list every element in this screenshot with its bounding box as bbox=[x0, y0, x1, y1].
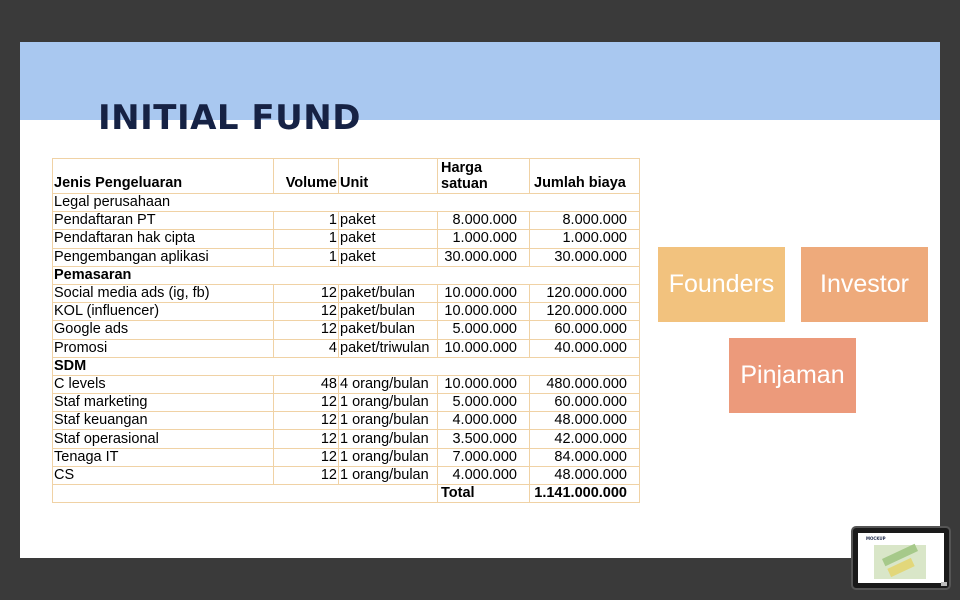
header-price-line2: satuan bbox=[441, 176, 488, 192]
cell-total: 42.000.000 bbox=[530, 430, 640, 448]
cell-total: 40.000.000 bbox=[530, 339, 640, 357]
cell-unit: paket/bulan bbox=[339, 303, 438, 321]
cell-price: 4.000.000 bbox=[438, 466, 530, 484]
cell-total: 8.000.000 bbox=[530, 212, 640, 230]
table-section-row bbox=[53, 266, 640, 284]
cell-total: 60.000.000 bbox=[530, 394, 640, 412]
cell-name: CS bbox=[53, 466, 274, 484]
cell-price: 10.000.000 bbox=[438, 339, 530, 357]
thumbnail-image bbox=[874, 545, 926, 579]
table-row bbox=[53, 412, 640, 430]
header-price bbox=[438, 159, 530, 194]
cell-unit: paket/bulan bbox=[339, 321, 438, 339]
cell-unit: paket bbox=[339, 248, 438, 266]
cell-volume: 12 bbox=[274, 448, 339, 466]
slide-title: INITIAL FUND bbox=[98, 98, 361, 138]
cell-price: 4.000.000 bbox=[438, 412, 530, 430]
cell-price: 30.000.000 bbox=[438, 248, 530, 266]
cell-unit: 4 orang/bulan bbox=[339, 375, 438, 393]
section-label: SDM bbox=[53, 357, 640, 375]
cell-price: 1.000.000 bbox=[438, 230, 530, 248]
slide bbox=[20, 42, 940, 558]
cell-total: 120.000.000 bbox=[530, 303, 640, 321]
cell-name: Promosi bbox=[53, 339, 274, 357]
cell-price: 10.000.000 bbox=[438, 375, 530, 393]
cell-name: Pendaftaran hak cipta bbox=[53, 230, 274, 248]
founders-box: Founders bbox=[658, 247, 785, 322]
cell-name: Staf keuangan bbox=[53, 412, 274, 430]
cell-unit: paket/bulan bbox=[339, 284, 438, 302]
table-row bbox=[53, 375, 640, 393]
total-value: 1.141.000.000 bbox=[530, 485, 640, 503]
cell-price: 10.000.000 bbox=[438, 303, 530, 321]
table-body bbox=[53, 194, 640, 503]
cell-volume: 12 bbox=[274, 412, 339, 430]
cell-volume: 1 bbox=[274, 248, 339, 266]
table-total-row bbox=[53, 485, 640, 503]
cell-price: 3.500.000 bbox=[438, 430, 530, 448]
cell-name: Staf marketing bbox=[53, 394, 274, 412]
cell-volume: 12 bbox=[274, 430, 339, 448]
table-row bbox=[53, 448, 640, 466]
cell-price: 5.000.000 bbox=[438, 321, 530, 339]
cell-name: Google ads bbox=[53, 321, 274, 339]
cell-volume: 12 bbox=[274, 321, 339, 339]
fund-table bbox=[52, 158, 640, 503]
cell-price: 7.000.000 bbox=[438, 448, 530, 466]
cell-unit: 1 orang/bulan bbox=[339, 448, 438, 466]
cell-volume: 12 bbox=[274, 466, 339, 484]
cell-price: 5.000.000 bbox=[438, 394, 530, 412]
cell-price: 8.000.000 bbox=[438, 212, 530, 230]
cell-name: Pengembangan aplikasi bbox=[53, 248, 274, 266]
cell-volume: 1 bbox=[274, 212, 339, 230]
cell-total: 48.000.000 bbox=[530, 466, 640, 484]
cell-unit: paket bbox=[339, 230, 438, 248]
cell-total: 30.000.000 bbox=[530, 248, 640, 266]
cell-volume: 12 bbox=[274, 303, 339, 321]
cell-total: 120.000.000 bbox=[530, 284, 640, 302]
cell-name: Pendaftaran PT bbox=[53, 212, 274, 230]
cell-price: 10.000.000 bbox=[438, 284, 530, 302]
cell-unit: paket bbox=[339, 212, 438, 230]
header-volume: Volume bbox=[274, 159, 339, 194]
total-spacer bbox=[53, 485, 438, 503]
cell-name: C levels bbox=[53, 375, 274, 393]
cell-volume: 1 bbox=[274, 230, 339, 248]
table-row bbox=[53, 284, 640, 302]
header-price-line1: Harga bbox=[441, 160, 483, 176]
table-row bbox=[53, 321, 640, 339]
table-section-row bbox=[53, 194, 640, 212]
table-row bbox=[53, 303, 640, 321]
cell-volume: 12 bbox=[274, 394, 339, 412]
cell-unit: 1 orang/bulan bbox=[339, 412, 438, 430]
thumbnail-preview bbox=[858, 533, 944, 583]
cell-name: Tenaga IT bbox=[53, 448, 274, 466]
slide-thumbnail[interactable] bbox=[851, 526, 951, 590]
cell-volume: 4 bbox=[274, 339, 339, 357]
table-row bbox=[53, 339, 640, 357]
table-row bbox=[53, 230, 640, 248]
investor-box: Investor bbox=[801, 247, 928, 322]
cell-name: Staf operasional bbox=[53, 430, 274, 448]
cell-unit: 1 orang/bulan bbox=[339, 430, 438, 448]
header-unit: Unit bbox=[339, 159, 438, 194]
pinjaman-box: Pinjaman bbox=[729, 338, 856, 413]
cell-name: KOL (influencer) bbox=[53, 303, 274, 321]
table-header-row bbox=[53, 159, 640, 194]
cell-name: Social media ads (ig, fb) bbox=[53, 284, 274, 302]
total-label: Total bbox=[438, 485, 530, 503]
cell-total: 480.000.000 bbox=[530, 375, 640, 393]
cell-volume: 12 bbox=[274, 284, 339, 302]
cell-total: 60.000.000 bbox=[530, 321, 640, 339]
cell-unit: 1 orang/bulan bbox=[339, 394, 438, 412]
header-name: Jenis Pengeluaran bbox=[53, 159, 274, 194]
table-row bbox=[53, 430, 640, 448]
header-total: Jumlah biaya bbox=[530, 159, 640, 194]
table-row bbox=[53, 248, 640, 266]
cell-total: 1.000.000 bbox=[530, 230, 640, 248]
table-section-row bbox=[53, 357, 640, 375]
table-row bbox=[53, 466, 640, 484]
table-row bbox=[53, 394, 640, 412]
table-row bbox=[53, 212, 640, 230]
thumbnail-label: MOCKUP bbox=[866, 536, 886, 541]
cell-total: 48.000.000 bbox=[530, 412, 640, 430]
cell-total: 84.000.000 bbox=[530, 448, 640, 466]
cell-unit: paket/triwulan bbox=[339, 339, 438, 357]
cell-unit: 1 orang/bulan bbox=[339, 466, 438, 484]
section-label: Legal perusahaan bbox=[53, 194, 640, 212]
section-label: Pemasaran bbox=[53, 266, 640, 284]
cell-volume: 48 bbox=[274, 375, 339, 393]
thumbnail-indicator bbox=[941, 582, 947, 586]
